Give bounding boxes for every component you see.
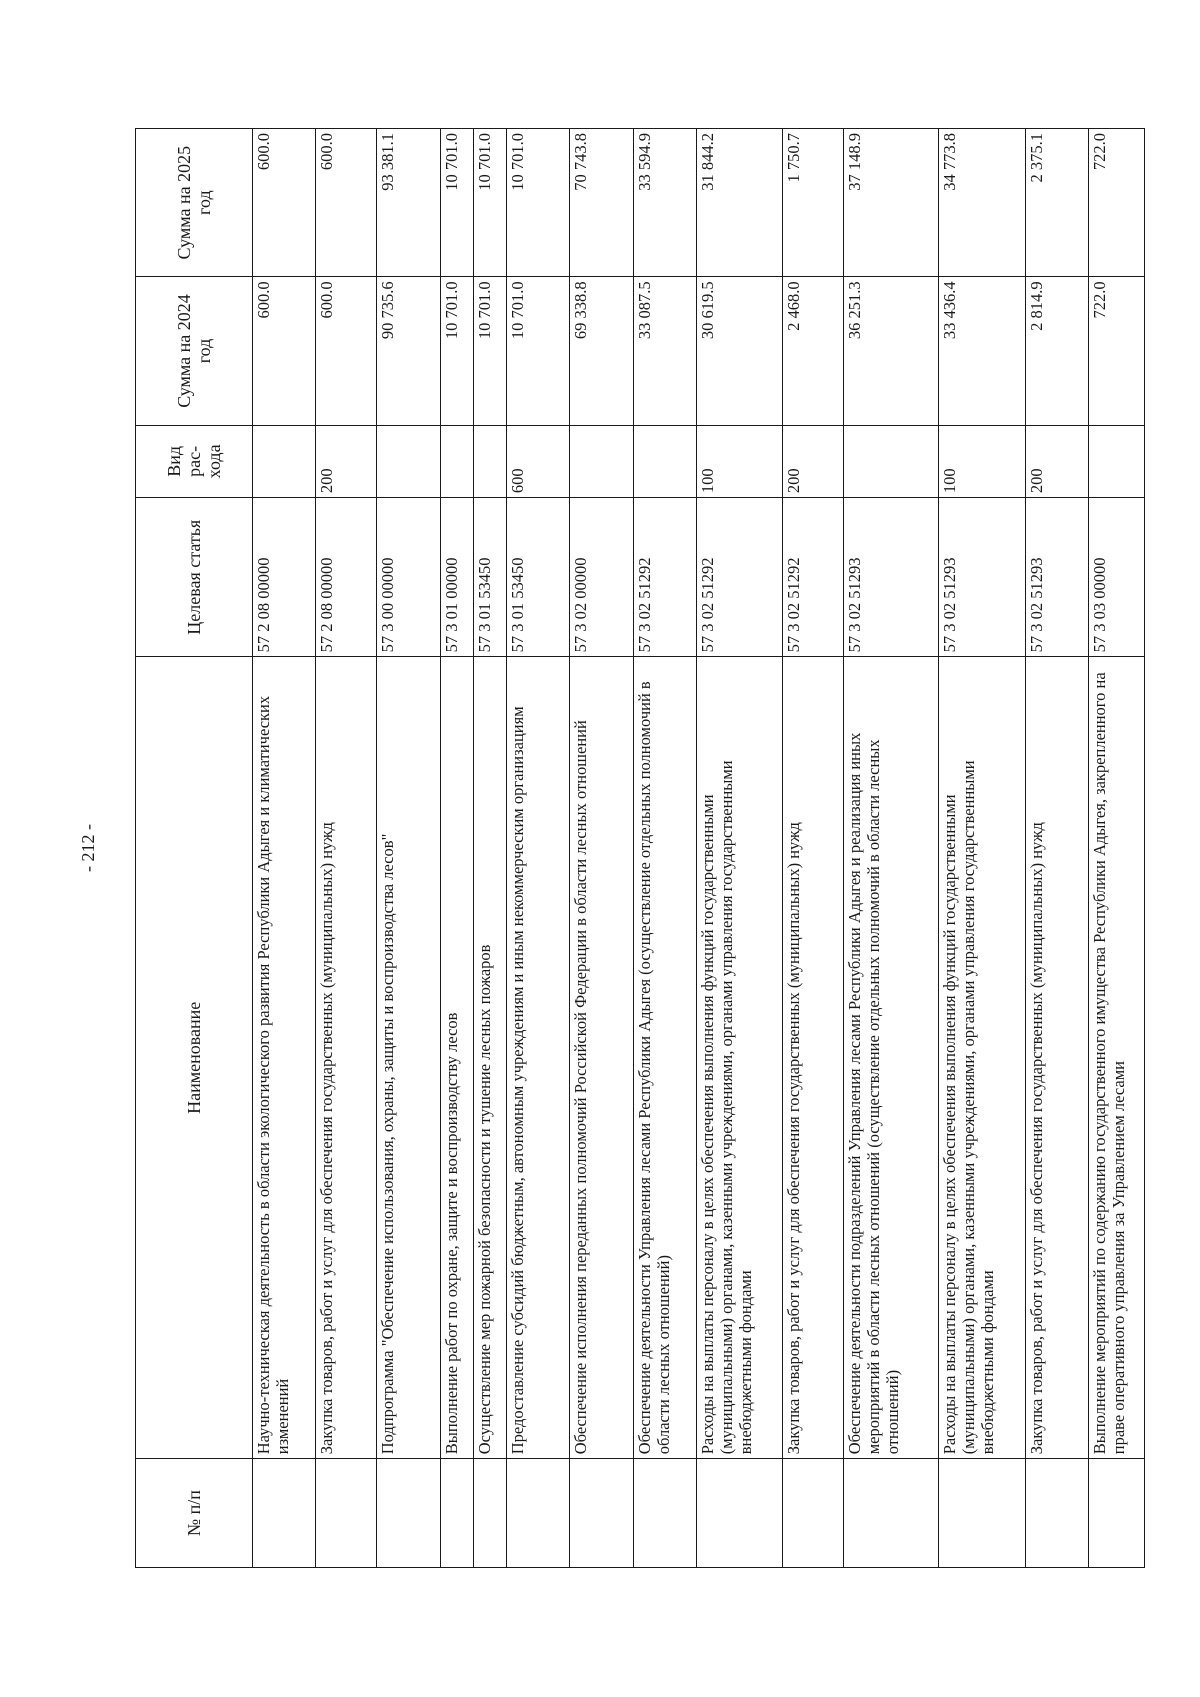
cell-sum-2024: 2 814.9 [1025, 277, 1088, 425]
cell-target-article: 57 3 02 51292 [783, 498, 844, 657]
table-row [1089, 129, 1145, 1568]
header-sum-2025: Сумма на 2025 год [136, 129, 253, 277]
table-row [377, 129, 440, 1568]
cell-number [473, 1459, 506, 1568]
table-row [473, 129, 506, 1568]
cell-target-article: 57 3 02 51292 [633, 498, 696, 657]
header-target-article: Целевая статья [136, 498, 253, 657]
page-number: - 212 - [78, 824, 98, 872]
cell-target-article: 57 3 01 00000 [440, 498, 473, 657]
cell-sum-2025: 1 750.7 [783, 129, 844, 277]
table-row [440, 129, 473, 1568]
cell-expense-type [1089, 425, 1145, 497]
cell-sum-2024: 10 701.0 [473, 277, 506, 425]
cell-name: Научно-техническая деятельность в области экологического развития Республики Адыгея и климатических изменений [253, 657, 316, 1459]
cell-sum-2025: 31 844.2 [697, 129, 783, 277]
table-row [697, 129, 783, 1568]
cell-name: Подпрограмма "Обеспечение использования, охраны, защиты и воспроизводства лесов" [377, 657, 440, 1459]
cell-sum-2025: 722.0 [1089, 129, 1145, 277]
cell-sum-2024: 69 338.8 [570, 277, 633, 425]
cell-expense-type [844, 425, 939, 497]
cell-number [697, 1459, 783, 1568]
cell-number [939, 1459, 1025, 1568]
cell-sum-2024: 10 701.0 [506, 277, 569, 425]
cell-expense-type [253, 425, 316, 497]
cell-number [377, 1459, 440, 1568]
cell-name: Выполнение мероприятий по содержанию государственного имущества Республики Адыгея, закрепленного на праве оперативного управления за Управлением лесами [1089, 657, 1145, 1459]
cell-sum-2025: 37 148.9 [844, 129, 939, 277]
cell-sum-2025: 93 381.1 [377, 129, 440, 277]
cell-name: Осуществление мер пожарной безопасности и тушение лесных пожаров [473, 657, 506, 1459]
cell-number [440, 1459, 473, 1568]
cell-sum-2025: 10 701.0 [473, 129, 506, 277]
cell-sum-2025: 34 773.8 [939, 129, 1025, 277]
cell-target-article: 57 3 01 53450 [473, 498, 506, 657]
cell-sum-2025: 70 743.8 [570, 129, 633, 277]
cell-sum-2024: 90 735.6 [377, 277, 440, 425]
cell-sum-2024: 30 619.5 [697, 277, 783, 425]
cell-number [316, 1459, 377, 1568]
cell-name: Обеспечение исполнения переданных полномочий Российской Федерации в области лесных отношений [570, 657, 633, 1459]
cell-number [844, 1459, 939, 1568]
cell-expense-type: 200 [783, 425, 844, 497]
table-row [1025, 129, 1088, 1568]
cell-number [506, 1459, 569, 1568]
cell-number [633, 1459, 696, 1568]
cell-target-article: 57 3 03 00000 [1089, 498, 1145, 657]
cell-sum-2025: 2 375.1 [1025, 129, 1088, 277]
table-row [783, 129, 844, 1568]
cell-name: Закупка товаров, работ и услуг для обеспечения государственных (муниципальных) нужд [1025, 657, 1088, 1459]
table-header-row [136, 129, 253, 1568]
table-body [253, 129, 1145, 1568]
cell-expense-type [570, 425, 633, 497]
cell-name: Обеспечение деятельности Управления лесами Республики Адыгея (осуществление отдельных полномочий в области лесных отношений) [633, 657, 696, 1459]
cell-target-article: 57 3 02 00000 [570, 498, 633, 657]
cell-sum-2024: 10 701.0 [440, 277, 473, 425]
cell-sum-2024: 2 468.0 [783, 277, 844, 425]
cell-expense-type: 100 [939, 425, 1025, 497]
cell-expense-type [377, 425, 440, 497]
cell-target-article: 57 3 01 53450 [506, 498, 569, 657]
cell-number [570, 1459, 633, 1568]
cell-sum-2024: 722.0 [1089, 277, 1145, 425]
cell-name: Расходы на выплаты персоналу в целях обеспечения выполнения функций государственными (муниципальными) органами, казенными учреждениями, органами управления государственными внебюджетными фондами [939, 657, 1025, 1459]
cell-target-article: 57 3 02 51293 [1025, 498, 1088, 657]
cell-number [783, 1459, 844, 1568]
cell-sum-2025: 10 701.0 [440, 129, 473, 277]
cell-expense-type [633, 425, 696, 497]
cell-expense-type: 100 [697, 425, 783, 497]
table-row [570, 129, 633, 1568]
cell-number [253, 1459, 316, 1568]
cell-name: Расходы на выплаты персоналу в целях обеспечения выполнения функций государственными (муниципальными) органами, казенными учреждениями, органами управления государственными внебюджетными фондами [697, 657, 783, 1459]
cell-name: Закупка товаров, работ и услуг для обеспечения государственных (муниципальных) нужд [783, 657, 844, 1459]
cell-sum-2024: 33 087.5 [633, 277, 696, 425]
header-expense-type: Вид рас-хода [136, 425, 253, 497]
budget-table [135, 128, 1145, 1568]
cell-target-article: 57 2 08 00000 [253, 498, 316, 657]
cell-sum-2025: 33 594.9 [633, 129, 696, 277]
header-sum-2024: Сумма на 2024 год [136, 277, 253, 425]
cell-number [1089, 1459, 1145, 1568]
cell-expense-type: 600 [506, 425, 569, 497]
table-row [506, 129, 569, 1568]
cell-sum-2024: 600.0 [316, 277, 377, 425]
rotated-table-wrapper [135, 128, 1145, 1568]
table-row [844, 129, 939, 1568]
cell-name: Обеспечение деятельности подразделений Управления лесами Республики Адыгея и реализация иных мероприятий в области лесных отношений (осуществление отдельных полномочий в области лесных отношений) [844, 657, 939, 1459]
cell-target-article: 57 2 08 00000 [316, 498, 377, 657]
table-row [316, 129, 377, 1568]
cell-target-article: 57 3 02 51293 [844, 498, 939, 657]
cell-expense-type: 200 [316, 425, 377, 497]
cell-sum-2025: 600.0 [253, 129, 316, 277]
table-row [633, 129, 696, 1568]
cell-sum-2024: 33 436.4 [939, 277, 1025, 425]
cell-expense-type [440, 425, 473, 497]
header-name: Наименование [136, 657, 253, 1459]
cell-target-article: 57 3 02 51293 [939, 498, 1025, 657]
cell-sum-2024: 600.0 [253, 277, 316, 425]
cell-target-article: 57 3 00 00000 [377, 498, 440, 657]
table-row [253, 129, 316, 1568]
cell-sum-2025: 10 701.0 [506, 129, 569, 277]
cell-name: Предоставление субсидий бюджетным, автономным учреждениям и иным некоммерческим организациям [506, 657, 569, 1459]
cell-name: Выполнение работ по охране, защите и воспроизводству лесов [440, 657, 473, 1459]
cell-sum-2024: 36 251.3 [844, 277, 939, 425]
cell-number [1025, 1459, 1088, 1568]
cell-name: Закупка товаров, работ и услуг для обеспечения государственных (муниципальных) нужд [316, 657, 377, 1459]
cell-expense-type: 200 [1025, 425, 1088, 497]
cell-target-article: 57 3 02 51292 [697, 498, 783, 657]
cell-expense-type [473, 425, 506, 497]
header-number: № п/п [136, 1459, 253, 1568]
cell-sum-2025: 600.0 [316, 129, 377, 277]
table-row [939, 129, 1025, 1568]
